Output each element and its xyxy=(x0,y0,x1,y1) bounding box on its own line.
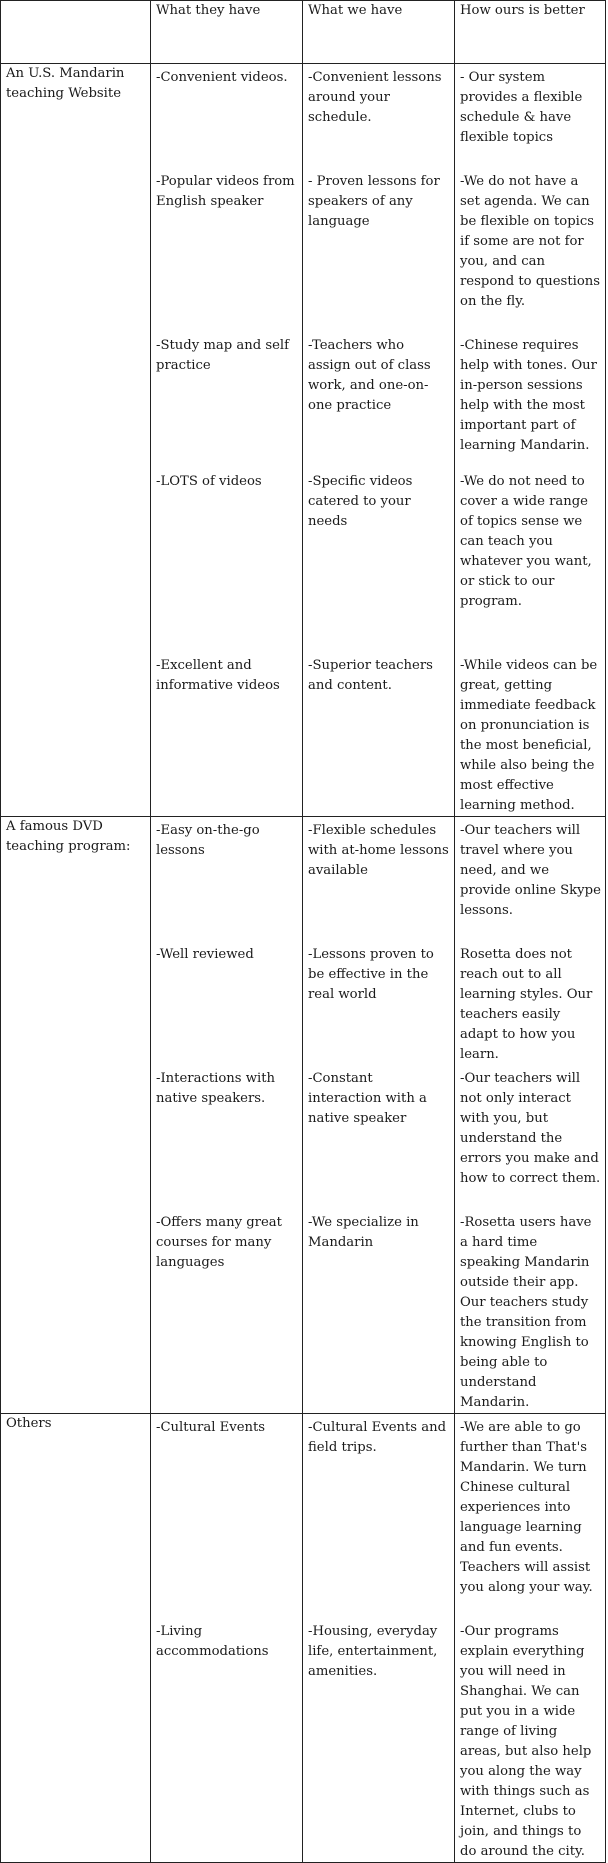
table-row xyxy=(1,1414,606,1863)
group-label: An U.S. Mandarin teaching Website xyxy=(6,66,125,101)
they-have-item: -Interactions with native speakers. xyxy=(156,1071,276,1106)
group-label-cell xyxy=(1,64,151,817)
ours-better-item: -Our teachers will travel where you need, and we provide online Skype lessons. xyxy=(460,823,601,918)
we-have-cell xyxy=(303,817,455,1414)
header-cell-what-we-have: What we have xyxy=(303,1,455,64)
header-row xyxy=(1,1,606,64)
ours-better-item: -We are able to go further than That's Mandarin. We turn Chinese cultural experiences into language learning and fun events. Teachers will assist you along your way. xyxy=(460,1420,593,1595)
ours-better-cell xyxy=(455,64,606,817)
we-have-item: -Convenient lessons around your schedule. xyxy=(308,70,442,125)
we-have-item: -Flexible schedules with at-home lessons available xyxy=(308,823,449,878)
we-have-item: -We specialize in Mandarin xyxy=(308,1215,419,1250)
they-have-cell xyxy=(151,1414,303,1863)
we-have-item: -Superior teachers and content. xyxy=(308,658,433,693)
they-have-item: -Popular videos from English speaker xyxy=(156,174,295,209)
table-row xyxy=(1,64,606,817)
they-have-item: -LOTS of videos xyxy=(156,474,262,489)
we-have-item: -Cultural Events and field trips. xyxy=(308,1420,447,1455)
we-have-item: -Lessons proven to be effective in the real world xyxy=(308,947,434,1002)
they-have-cell xyxy=(151,64,303,817)
ours-better-item: -Chinese requires help with tones. Our in-person sessions help with the most important part of learning Mandarin. xyxy=(460,338,597,453)
ours-better-item: -Our programs explain everything you will need in Shanghai. We can put you in a wide range of living areas, but also help you along the way with things such as Internet, clubs to join, and things to do around the city. xyxy=(460,1624,592,1859)
header-cell-how-ours-is-better: How ours is better xyxy=(455,1,606,64)
header-cell-blank xyxy=(1,1,151,64)
header-cell-what-they-have: What they have xyxy=(151,1,303,64)
they-have-item: -Well reviewed xyxy=(156,947,254,962)
ours-better-item: -Our teachers will not only interact with you, but understand the errors you make and how to correct them. xyxy=(460,1071,601,1186)
ours-better-item: - Our system provides a flexible schedule & have flexible topics xyxy=(460,70,583,145)
we-have-item: -Specific videos catered to your needs xyxy=(308,474,413,529)
they-have-item: -Living accommodations xyxy=(156,1624,269,1659)
ours-better-item: Rosetta does not reach out to all learning styles. Our teachers easily adapt to how you learn. xyxy=(460,947,593,1062)
they-have-item: -Convenient videos. xyxy=(156,70,288,85)
ours-better-item: -We do not need to cover a wide range of topics sense we can teach you whatever you want, or stick to our program. xyxy=(460,474,592,609)
they-have-item: -Easy on-the-go lessons xyxy=(156,823,260,858)
we-have-item: - Proven lessons for speakers of any language xyxy=(308,174,440,229)
they-have-item: -Excellent and informative videos xyxy=(156,658,280,693)
ours-better-cell xyxy=(455,817,606,1414)
we-have-item: -Housing, everyday life, entertainment, amenities. xyxy=(308,1624,438,1679)
ours-better-cell xyxy=(455,1414,606,1863)
group-label-cell xyxy=(1,1414,151,1863)
they-have-item: -Study map and self practice xyxy=(156,338,290,373)
we-have-item: -Constant interaction with a native speaker xyxy=(308,1071,427,1126)
group-label-cell xyxy=(1,817,151,1414)
we-have-cell xyxy=(303,1414,455,1863)
group-label: A famous DVD teaching program: xyxy=(6,819,131,854)
they-have-cell xyxy=(151,817,303,1414)
we-have-cell xyxy=(303,64,455,817)
table-row xyxy=(1,817,606,1414)
they-have-item: -Offers many great courses for many languages xyxy=(156,1215,282,1270)
ours-better-item: -We do not have a set agenda. We can be flexible on topics if some are not for you, and can respond to questions on the fly. xyxy=(460,174,601,309)
ours-better-item: -While videos can be great, getting immediate feedback on pronunciation is the most beneficial, while also being the most effective learning method. xyxy=(460,658,598,813)
we-have-item: -Teachers who assign out of class work, and one-on-one practice xyxy=(308,338,431,413)
ours-better-item: -Rosetta users have a hard time speaking Mandarin outside their app. Our teachers study the transition from knowing English to being able to understand Mandarin. xyxy=(460,1215,592,1410)
they-have-item: -Cultural Events xyxy=(156,1420,266,1435)
group-label: Others xyxy=(6,1416,52,1431)
